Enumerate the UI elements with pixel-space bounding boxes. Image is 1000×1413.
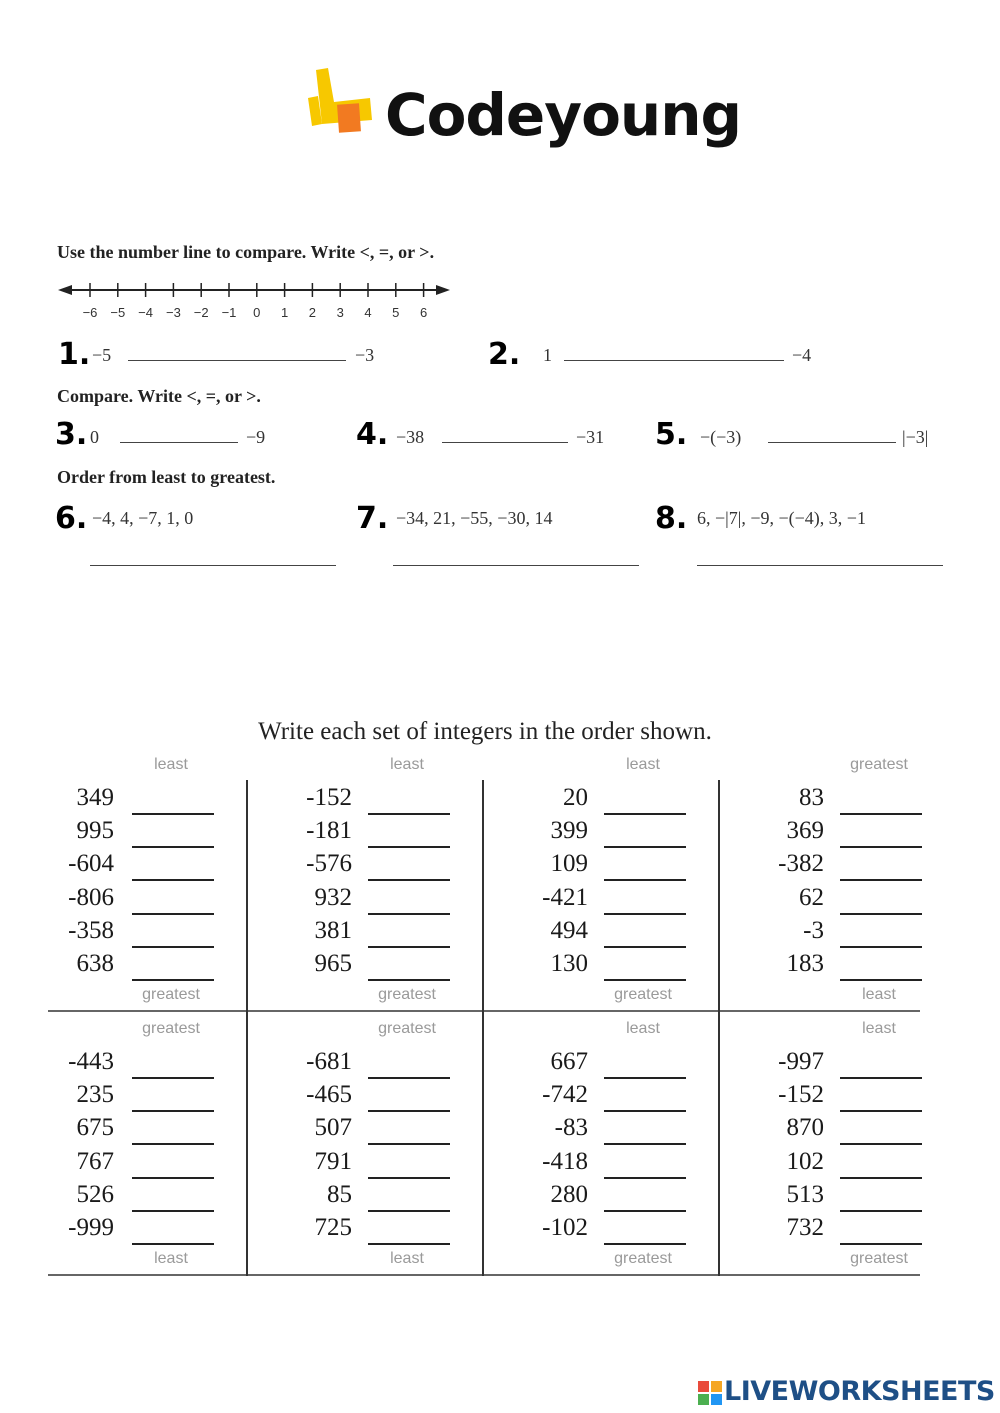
box-1-bottom-label: greatest (142, 986, 200, 1003)
box-7-number: -418 (542, 1147, 588, 1175)
box-7-answer-line[interactable] (604, 1177, 686, 1179)
box-6-answer-line[interactable] (368, 1243, 450, 1245)
q8-answer-blank[interactable] (697, 565, 943, 566)
box-4-number: 369 (786, 817, 824, 845)
box-7-answer-line[interactable] (604, 1210, 686, 1212)
box-5-answer-line[interactable] (132, 1143, 214, 1145)
box-1-number: 349 (76, 784, 114, 811)
box-8-number: 102 (786, 1147, 824, 1175)
box-4-number: -382 (778, 850, 824, 878)
q7-set: −34, 21, −55, −30, 14 (396, 508, 553, 528)
box-7-number: -742 (542, 1081, 588, 1109)
box-7-number: 280 (550, 1180, 588, 1208)
box-6-answer-line[interactable] (368, 1210, 450, 1212)
number-line-label: 6 (419, 305, 428, 320)
box-1-number: 638 (76, 950, 114, 977)
box-1-top-label: least (154, 756, 188, 773)
box-7-number: 667 (550, 1048, 588, 1075)
q3-number: 3. (55, 417, 88, 452)
number-line-label: −4 (138, 305, 154, 320)
box-5-top-label: greatest (142, 1020, 200, 1037)
box-5-answer-line[interactable] (132, 1243, 214, 1245)
liveworksheets-icon (698, 1381, 722, 1405)
q1-answer-blank[interactable] (128, 360, 346, 361)
box-4-number: 83 (799, 784, 824, 811)
box-6-answer-line[interactable] (368, 1077, 450, 1079)
box-6-number: 791 (314, 1147, 352, 1175)
box-3-top-label: least (626, 756, 660, 773)
box-4-answer-line[interactable] (840, 946, 922, 948)
q6-number: 6. (55, 501, 88, 536)
box-3-number: 109 (550, 850, 588, 878)
box-4-number: 183 (786, 950, 824, 977)
box-5-number: 235 (76, 1081, 114, 1109)
box-5-answer-line[interactable] (132, 1110, 214, 1112)
box-6-number: -465 (306, 1081, 352, 1109)
number-line-label: 5 (392, 305, 400, 320)
box-8-answer-line[interactable] (840, 1077, 922, 1079)
box-5-number: -999 (68, 1214, 114, 1241)
grid-col-divider-2 (482, 780, 484, 1276)
number-line-label: −1 (221, 305, 237, 320)
number-line-label: 2 (308, 305, 317, 320)
number-line-label: −2 (193, 305, 209, 320)
box-8-number: 870 (786, 1114, 824, 1142)
liveworksheets-brand: LIVEWORKSHEETS (724, 1376, 995, 1407)
box-3-number: 494 (550, 916, 588, 944)
box-3-answer-line[interactable] (604, 913, 686, 915)
box-3-answer-line[interactable] (604, 979, 686, 981)
box-2-answer-line[interactable] (368, 879, 450, 881)
q6-set: −4, 4, −7, 1, 0 (92, 508, 194, 528)
box-4-answer-line[interactable] (840, 979, 922, 981)
box-5-answer-line[interactable] (132, 1077, 214, 1079)
box-5-answer-line[interactable] (132, 1210, 214, 1212)
box-2-answer-line[interactable] (368, 979, 450, 981)
box-4-answer-line[interactable] (840, 813, 922, 815)
instruction-number-line: Use the number line to compare. Write <, =, or >. (57, 242, 435, 262)
box-5-number: 675 (76, 1114, 114, 1142)
box-6-answer-line[interactable] (368, 1143, 450, 1145)
box-4-answer-line[interactable] (840, 913, 922, 915)
grid-col-divider-3 (718, 780, 720, 1276)
box-4-number: -3 (803, 916, 824, 944)
number-line-label: 3 (336, 305, 344, 320)
box-6-bottom-label: least (390, 1250, 424, 1267)
number-line (58, 276, 450, 324)
box-6-number: 507 (314, 1114, 352, 1142)
box-3-answer-line[interactable] (604, 946, 686, 948)
ordering-title: Write each set of integers in the order shown. (258, 718, 712, 745)
box-7-answer-line[interactable] (604, 1243, 686, 1245)
box-8-number: 732 (786, 1214, 824, 1241)
q2-answer-blank[interactable] (564, 360, 784, 361)
box-7-answer-line[interactable] (604, 1077, 686, 1079)
box-2-number: 381 (314, 916, 352, 944)
box-6-number: -681 (306, 1048, 352, 1075)
q4-answer-blank[interactable] (442, 442, 568, 443)
box-5-bottom-label: least (154, 1250, 188, 1267)
box-8-number: -152 (778, 1081, 824, 1109)
box-4-top-label: greatest (850, 756, 908, 773)
q5-answer-blank[interactable] (768, 442, 896, 443)
box-8-answer-line[interactable] (840, 1177, 922, 1179)
q1-right: −3 (355, 345, 375, 365)
q3-answer-blank[interactable] (120, 442, 238, 443)
number-line-label: 1 (280, 305, 289, 320)
q7-answer-blank[interactable] (393, 565, 639, 566)
box-5-number: 526 (76, 1180, 114, 1208)
box-1-answer-line[interactable] (132, 946, 214, 948)
box-1-answer-line[interactable] (132, 879, 214, 881)
box-4-bottom-label: least (862, 986, 896, 1003)
box-6-number: 85 (327, 1180, 352, 1208)
instruction-order: Order from least to greatest. (57, 467, 276, 487)
box-8-answer-line[interactable] (840, 1143, 922, 1145)
box-7-answer-line[interactable] (604, 1110, 686, 1112)
box-6-answer-line[interactable] (368, 1110, 450, 1112)
box-3-bottom-label: greatest (614, 986, 672, 1003)
box-5-number: -443 (68, 1048, 114, 1075)
box-7-top-label: least (626, 1020, 660, 1037)
q5-number: 5. (655, 417, 688, 452)
box-2-answer-line[interactable] (368, 913, 450, 915)
box-1-answer-line[interactable] (132, 813, 214, 815)
box-7-bottom-label: greatest (614, 1250, 672, 1267)
box-8-answer-line[interactable] (840, 1110, 922, 1112)
codeyoung-logo-text: Codeyoung (385, 81, 742, 149)
box-3-answer-line[interactable] (604, 813, 686, 815)
box-7-number: -102 (542, 1214, 588, 1241)
box-1-number: -604 (68, 850, 114, 878)
box-8-answer-line[interactable] (840, 1243, 922, 1245)
box-2-number: -181 (306, 817, 352, 845)
box-8-number: 513 (786, 1180, 824, 1208)
box-4-answer-line[interactable] (840, 879, 922, 881)
q2-right: −4 (792, 345, 812, 365)
q5-left: −(−3) (700, 427, 742, 447)
number-line-label: −6 (82, 305, 98, 320)
box-1-answer-line[interactable] (132, 846, 214, 848)
box-1-number: 995 (76, 817, 114, 845)
box-2-number: -576 (306, 850, 352, 878)
box-2-number: 932 (314, 883, 352, 911)
q4-number: 4. (356, 417, 389, 452)
q6-answer-blank[interactable] (90, 565, 336, 566)
q1-number: 1. (58, 337, 91, 372)
box-8-number: -997 (778, 1048, 824, 1075)
box-1-number: -358 (68, 916, 114, 944)
box-3-number: 399 (550, 817, 588, 845)
box-3-number: 130 (550, 950, 588, 977)
box-5-number: 767 (76, 1147, 114, 1175)
q2-number: 2. (488, 337, 521, 372)
box-2-answer-line[interactable] (368, 846, 450, 848)
q3-left: 0 (90, 427, 99, 447)
box-3-number: 20 (563, 784, 588, 811)
instruction-compare: Compare. Write <, =, or >. (57, 386, 261, 406)
box-8-top-label: least (862, 1020, 896, 1037)
box-2-bottom-label: greatest (378, 986, 436, 1003)
q3-right: −9 (246, 427, 266, 447)
box-3-number: -421 (542, 883, 588, 911)
box-4-number: 62 (799, 883, 824, 911)
box-6-number: 725 (314, 1214, 352, 1241)
box-6-answer-line[interactable] (368, 1177, 450, 1179)
q1-left: −5 (92, 345, 112, 365)
number-line-label: −5 (110, 305, 126, 320)
box-8-answer-line[interactable] (840, 1210, 922, 1212)
box-1-answer-line[interactable] (132, 913, 214, 915)
number-line-label: 0 (253, 305, 261, 320)
box-6-top-label: greatest (378, 1020, 436, 1037)
q5-right: |−3| (902, 427, 929, 447)
q8-set: 6, −|7|, −9, −(−4), 3, −1 (697, 508, 866, 528)
q4-right: −31 (576, 427, 605, 447)
box-3-answer-line[interactable] (604, 846, 686, 848)
box-2-number: 965 (314, 950, 352, 977)
box-2-answer-line[interactable] (368, 813, 450, 815)
box-1-answer-line[interactable] (132, 979, 214, 981)
box-3-answer-line[interactable] (604, 879, 686, 881)
grid-middle-divider (48, 1010, 920, 1012)
q4-left: −38 (396, 427, 425, 447)
grid-bottom-divider (48, 1274, 920, 1276)
grid-col-divider-1 (246, 780, 248, 1276)
box-4-answer-line[interactable] (840, 846, 922, 848)
number-line-label: −3 (165, 305, 181, 320)
box-7-answer-line[interactable] (604, 1143, 686, 1145)
number-line-label: 4 (364, 305, 372, 320)
box-2-answer-line[interactable] (368, 946, 450, 948)
box-7-number: -83 (554, 1114, 588, 1142)
q8-number: 8. (655, 501, 688, 536)
box-2-top-label: least (390, 756, 424, 773)
box-1-number: -806 (68, 883, 114, 911)
box-5-answer-line[interactable] (132, 1177, 214, 1179)
ordering-grid (48, 752, 920, 1276)
q7-number: 7. (356, 501, 389, 536)
box-8-bottom-label: greatest (850, 1250, 908, 1267)
codeyoung-logo-icon (308, 68, 372, 154)
q2-left: 1 (543, 345, 552, 365)
box-2-number: -152 (306, 784, 352, 811)
